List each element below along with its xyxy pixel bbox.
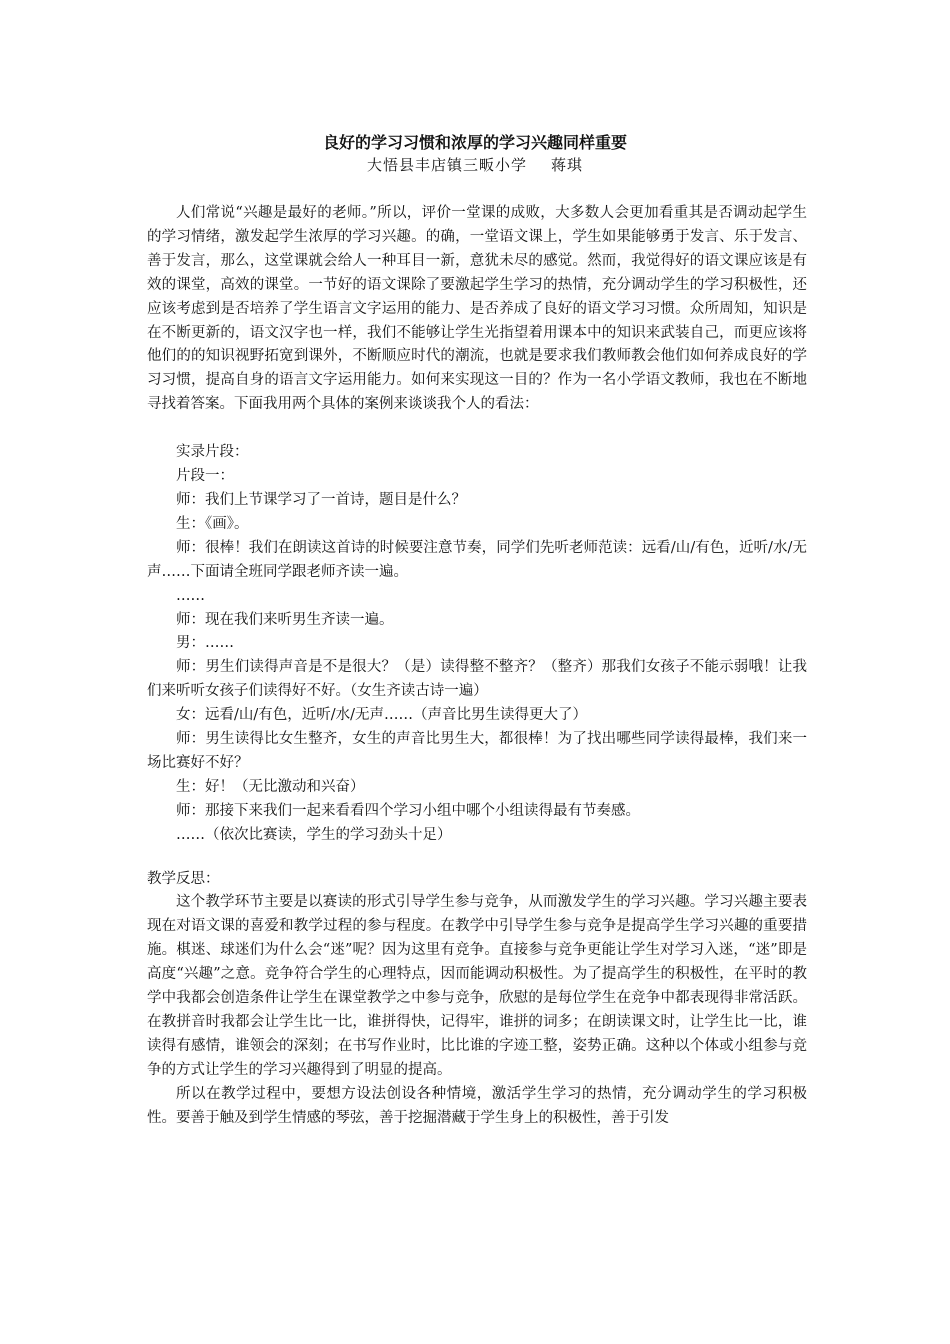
dialogue-line: 师：很棒！我们在朗读这首诗的时候要注意节奏，同学们先听老师范读：远看/山/有色，近听/水/无声……下面请全班同学跟老师齐读一遍。 bbox=[147, 539, 807, 580]
document-body bbox=[147, 202, 807, 1131]
dialogue-line: ……（依次比赛读，学生的学习劲头十足） bbox=[176, 826, 452, 843]
document-title: 良好的学习习惯和浓厚的学习兴趣同样重要 bbox=[322, 133, 627, 152]
dialogue-line: 男：…… bbox=[176, 635, 234, 652]
spacer bbox=[147, 848, 807, 868]
dialogue-line: …… bbox=[176, 587, 205, 604]
intro-paragraph: 人们常说“兴趣是最好的老师。”所以，评价一堂课的成败，大多数人会更加看重其是否调动起学生的学习情绪，激发起学生浓厚的学习兴趣。的确，一堂语文课上，学生如果能够勇于发言、乐于发言、善于发言，那么，这堂课就会给人一种耳目一新，意犹未尽的感觉。然而，我觉得好的语文课应该是有效的课堂，高效的课堂。一节好的语文课除了要激起学生学习的热情，充分调动学生的学习积极性，还应该考虑到是否培养了学生语言文字运用的能力、是否养成了良好的语文学习习惯。众所周知，知识是在不断更新的，语文汉字也一样，我们不能够让学生光指望着用课本中的知识来武装自己，而更应该将他们的的知识视野拓宽到课外，不断顺应时代的潮流，也就是要求我们教师教会他们如何养成良好的学习习惯，提高自身的语言文字运用能力。如何来实现这一目的？作为一名小学语文教师，我也在不断地寻找着答案。下面我用两个具体的案例来谈谈我个人的看法： bbox=[147, 205, 807, 413]
record-heading: 实录片段： bbox=[176, 444, 249, 461]
reflection-paragraph: 所以在教学过程中，要想方设法创设各种情境，激活学生学习的热情，充分调动学生的学习积极性。要善于触及到学生情感的琴弦，善于挖掘潜藏于学生身上的积极性，善于引发 bbox=[147, 1085, 807, 1126]
dialogue-line: 师：我们上节课学习了一首诗，题目是什么？ bbox=[176, 491, 466, 508]
dialogue-line: 师：男生读得比女生整齐，女生的声音比男生大，都很棒！为了找出哪些同学读得最棒，我们来一场比赛好不好？ bbox=[147, 731, 807, 771]
dialogue-line: 师：男生们读得声音是不是很大？（是）读得整不整齐？（整齐）那我们女孩子不能示弱哦！让我们来听听女孩子们读得好不好。（女生齐读古诗一遍） bbox=[147, 659, 807, 700]
reflection-heading: 教学反思： bbox=[147, 870, 220, 887]
author-name: 蒋琪 bbox=[551, 156, 584, 174]
dialogue-line: 生：好！（无比激动和兴奋） bbox=[176, 778, 365, 795]
author-school: 大悟县丰店镇三畈小学 bbox=[366, 156, 527, 174]
spacer bbox=[147, 417, 807, 441]
dialogue-line: 师：现在我们来听男生齐读一遍。 bbox=[176, 611, 394, 628]
dialogue-line: 生：《画》。 bbox=[176, 515, 249, 532]
dialogue-line: 女：远看/山/有色，近听/水/无声……（声音比男生读得更大了） bbox=[176, 707, 588, 724]
record-segment-label: 片段一： bbox=[176, 468, 234, 485]
reflection-paragraph: 这个教学环节主要是以赛读的形式引导学生参与竞争，从而激发学生的学习兴趣。学习兴趣主要表现在对语文课的喜爱和教学过程的参与程度。在教学中引导学生参与竞争是提高学生学习兴趣的重要措施。棋迷、球迷们为什么会“迷”呢？因为这里有竞争。直接参与竞争更能让学生对学习入迷，“迷”即是高度“兴趣”之意。竞争符合学生的心理特点，因而能调动积极性。为了提高学生的积极性，在平时的教学中我都会创造条件让学生在课堂教学之中参与竞争，欣慰的是每位学生在竞争中都表现得非常活跃。在教拼音时我都会让学生比一比，谁拼得快，记得牢，谁拼的词多；在朗读课文时，让学生比一比，谁读得有感情，谁领会的深刻；在书写作业时，比比谁的字迹工整，姿势正确。这种以个体或小组参与竞争的方式让学生的学习兴趣得到了明显的提高。 bbox=[147, 894, 807, 1078]
dialogue-line: 师：那接下来我们一起来看看四个学习小组中哪个小组读得最有节奏感。 bbox=[176, 802, 640, 819]
author-line bbox=[0, 154, 950, 175]
